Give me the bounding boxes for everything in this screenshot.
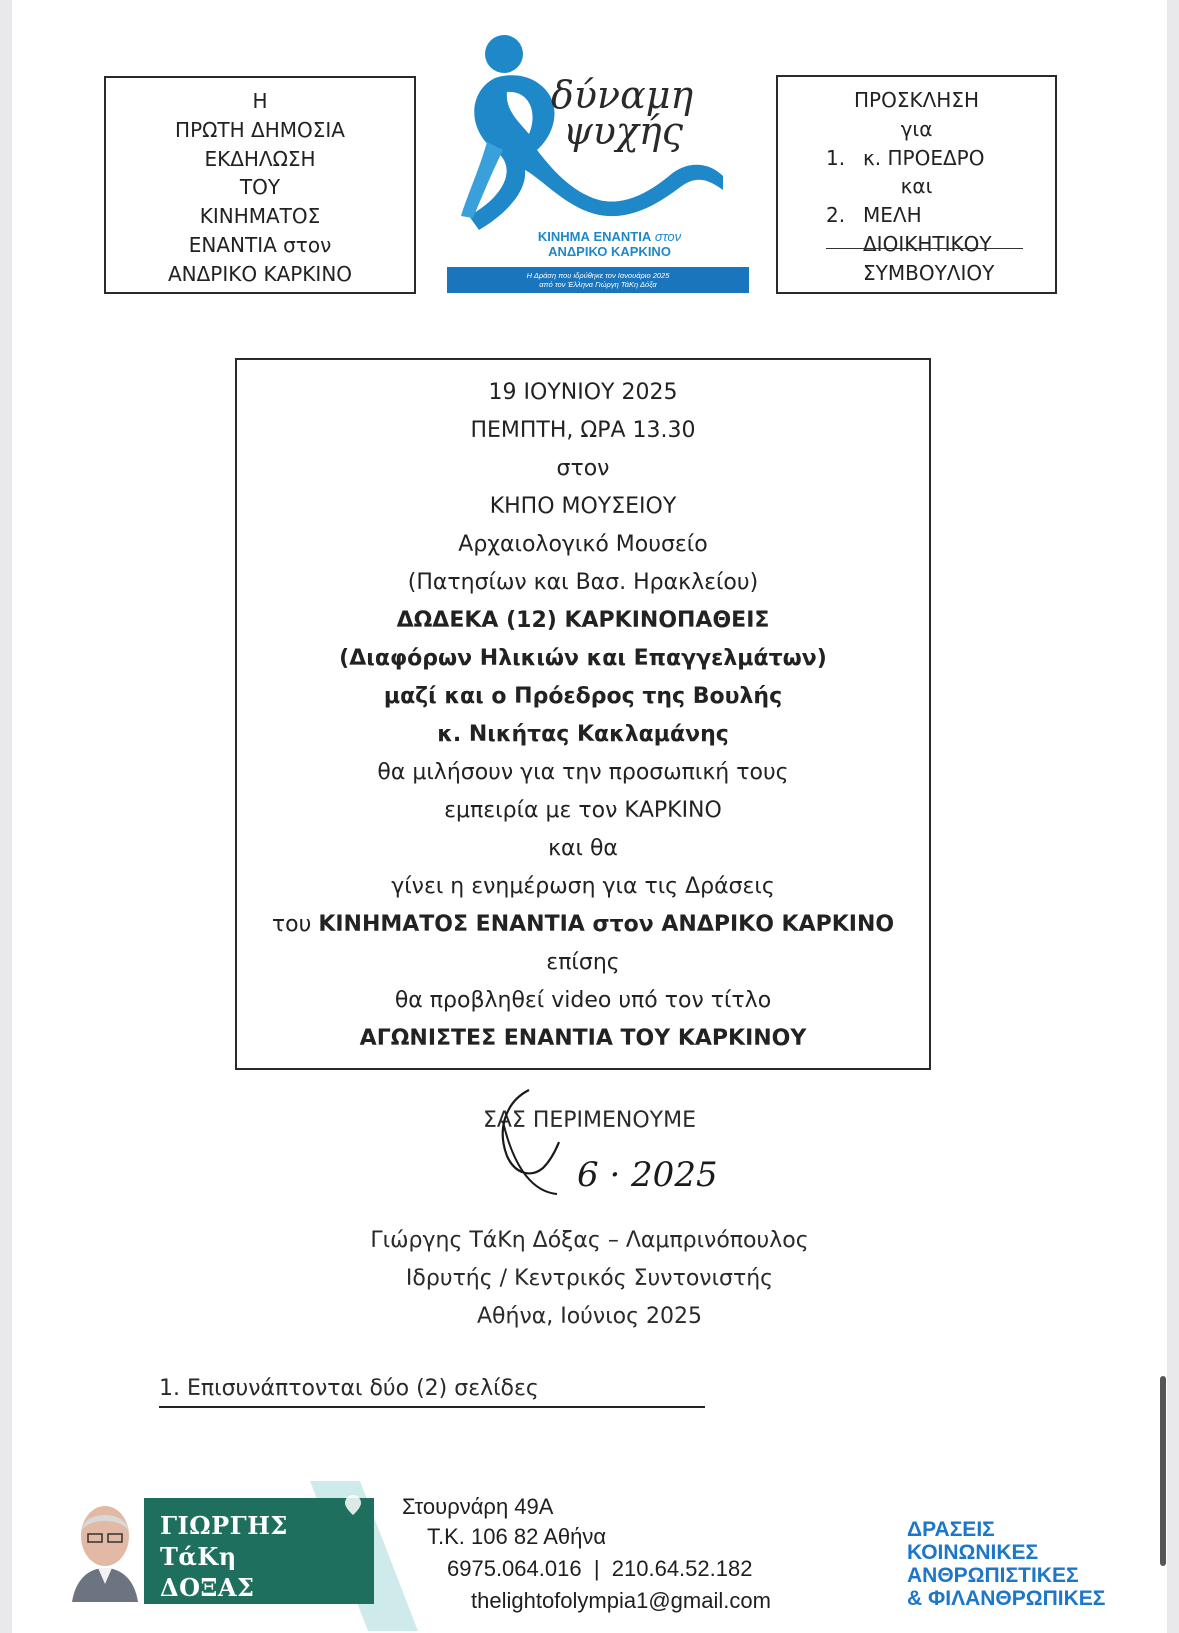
attachment-note: 1. Επισυνάπτονται δύο (2) σελίδες <box>159 1376 539 1401</box>
detail-line: ΔΩΔΕΚΑ (12) ΚΑΡΚΙΝΟΠΑΘΕΙΣ <box>396 608 770 633</box>
detail-line: ΑΓΩΝΙΣΤΕΣ ΕΝΑΝΤΙΑ ΤΟΥ ΚΑΡΚΙΝΟΥ <box>359 1026 807 1051</box>
event-title-line: ΤΟΥ <box>239 175 281 200</box>
closing-text: ΣΑΣ ΠΕΡΙΜΕΝΟΥΜΕ <box>482 1108 697 1133</box>
svg-text:δύναμη: δύναμη <box>551 73 694 117</box>
invitee-item-2-cont: ΔΙΟΙΚΗΤΙΚΟΥ <box>863 231 992 256</box>
event-title-line: ΚΙΝΗΜΑΤΟΣ <box>199 204 321 229</box>
event-title-line: ΠΡΩΤΗ ΔΗΜΟΣΙΑ <box>175 117 345 142</box>
logo-founding-band: Η Δράση που ιδρύθηκε τον Ιανουάριο 2025 από τον Έλληνα Γιώργη ΤάΚη Δόξα <box>447 267 749 293</box>
phone-numbers: 6975.064.016 | 210.64.52.182 <box>447 1556 753 1581</box>
event-title-line: ΕΝΑΝΤΙΑ στον <box>188 232 332 257</box>
author-role: Ιδρυτής / Κεντρικός Συντονιστής <box>405 1266 774 1291</box>
underline-divider <box>826 248 1023 249</box>
author-place-date: Αθήνα, Ιούνιος 2025 <box>477 1304 702 1329</box>
detail-line: ΚΗΠΟ ΜΟΥΣΕΙΟΥ <box>489 494 677 519</box>
phone-icon <box>390 1554 408 1572</box>
scrollbar-thumb[interactable] <box>1160 1376 1166 1566</box>
logo-tagline: ΚΙΝΗΜΑ ΕΝΑΝΤΙΑ στον ΑΝΔΡΙΚΟ ΚΑΡΚΙΝΟ <box>537 229 682 259</box>
attachment-underline <box>159 1406 705 1408</box>
detail-line: επίσης <box>546 950 620 975</box>
detail-line: Αρχαιολογικό Μουσείο <box>458 532 708 557</box>
detail-line: εμπειρία με τον ΚΑΡΚΙΝΟ <box>444 798 722 823</box>
event-title-line: ΑΝΔΡΙΚΟ ΚΑΡΚΙΝΟ <box>167 261 353 286</box>
event-title-line: Η <box>252 89 268 113</box>
detail-line: ΠΕΜΠΤΗ, ΩΡΑ 13.30 <box>470 418 696 443</box>
address-line-1: Στουρνάρη 49Α <box>402 1494 554 1519</box>
event-details-box <box>235 358 931 1070</box>
detail-line: γίνει η ενημέρωση για τις Δράσεις <box>391 874 775 899</box>
invitation-box <box>776 75 1057 294</box>
detail-line-movement: του ΚΙΝΗΜΑΤΟΣ ΕΝΑΝΤΙΑ στον ΑΝΔΡΙΚΟ ΚΑΡΚΙΝΟ <box>271 912 895 937</box>
svg-text:ψυχής: ψυχής <box>563 109 683 153</box>
email-icon <box>412 1590 432 1604</box>
detail-line: θα προβληθεί video υπό τον τίτλο <box>394 988 772 1013</box>
email-address: thelightofolympia1@gmail.com <box>471 1588 771 1613</box>
footer-name: ΓΙΩΡΓΗΣ ΤάΚη ΔΟΞΑΣ <box>160 1511 288 1602</box>
detail-line: (Διαφόρων Ηλικιών και Επαγγελμάτων) <box>339 646 827 671</box>
address-line-2: Τ.Κ. 106 82 Αθήνα <box>427 1524 607 1549</box>
detail-line: κ. Νικήτας Κακλαμάνης <box>437 722 729 747</box>
invitation-heading: ΠΡΟΣΚΛΗΣΗ <box>854 88 979 112</box>
event-title-box <box>104 76 416 294</box>
detail-line: θα μιλήσουν για την προσωπική τους <box>377 760 789 785</box>
author-name: Γιώργης ΤάΚη Δόξας – Λαμπρινόπουλος <box>370 1228 809 1253</box>
detail-line: μαζί και ο Πρόεδρος της Βουλής <box>383 684 783 709</box>
svg-text:6 · 2025: 6 · 2025 <box>577 1155 718 1195</box>
author-photo <box>68 1500 142 1602</box>
handwritten-signature <box>485 1082 725 1212</box>
invitation-for: για <box>900 116 933 141</box>
movement-logo <box>447 30 769 294</box>
invitee-item-2-cont: ΣΥΜΒΟΥΛΙΟΥ <box>863 260 995 285</box>
invitee-item-2: 2. ΜΕΛΗ <box>826 203 922 228</box>
invitee-item-1: 1. κ. ΠΡΟΕΔΡΟ <box>826 145 985 170</box>
location-pin-icon <box>344 1494 362 1516</box>
author-block <box>0 1222 1179 1336</box>
actions-list: ΔΡΑΣΕΙΣ ΚΟΙΝΩΝΙΚΕΣ ΑΝΘΡΩΠΙΣΤΙΚΕΣ & ΦΙΛΑΝΘΡΩΠΙΚΕΣ <box>907 1518 1106 1610</box>
detail-line: στον <box>556 456 610 481</box>
invitation-and: και <box>900 174 933 199</box>
detail-line: (Πατησίων και Βασ. Ηρακλείου) <box>407 570 759 595</box>
detail-line: 19 ΙΟΥΝΙΟΥ 2025 <box>488 380 678 405</box>
event-title-line: ΕΚΔΗΛΩΣΗ <box>204 146 316 171</box>
detail-line: και θα <box>548 836 618 861</box>
